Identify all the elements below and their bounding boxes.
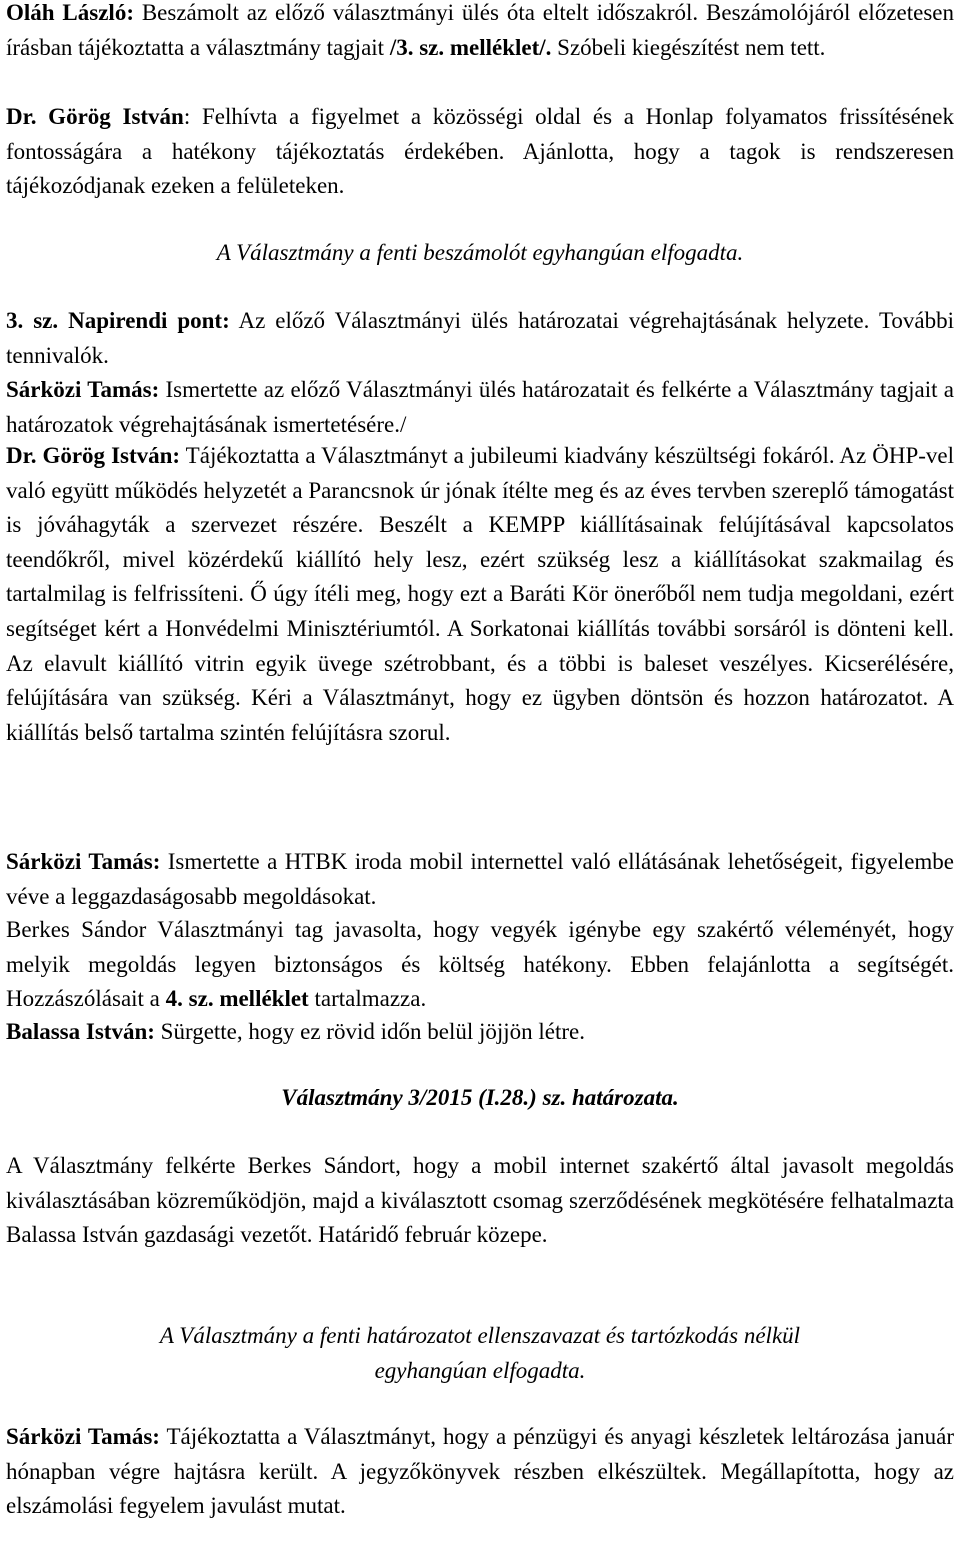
paragraph-sarkozi-resolutions (6, 373, 954, 442)
resolution-title: Választmány 3/2015 (I.28.) sz. határozata. (281, 1085, 679, 1110)
speaker-name: Balassa István: (6, 1019, 155, 1044)
vote-note-line: A Választmány a fenti határozatot ellenszavazat és tartózkodás nélkül (159, 1323, 801, 1348)
paragraph-text: Tájékoztatta a Választmányt, hogy a pénzügyi és anyagi készletek leltározása január hónapban végre hajtásra került. A jegyzőkönyvek részben elkészültek. Megállapította, hogy az elszámolási fegyelem javulást mutat. (6, 1424, 954, 1519)
paragraph-text: Sürgette, hogy ez rövid időn belül jöjjön létre. (154, 1019, 586, 1044)
paragraph-text: Ismertette a HTBK iroda mobil internettel való ellátásának lehetőségeit, figyelembe véve a leggazdaságosabb megoldásokat. (6, 849, 955, 909)
speaker-name: Dr. Görög István (6, 104, 184, 129)
paragraph-text: Az előző Választmányi ülés határozatai végrehajtásának helyzete. További tennivalók. (6, 308, 954, 368)
agenda-heading: 3. sz. Napirendi pont: (6, 308, 230, 333)
paragraph-balassa (6, 1015, 954, 1050)
agenda-item-3 (6, 304, 954, 373)
speaker-name: Sárközi Tamás: (6, 1424, 160, 1449)
attachment-reference: /3. sz. melléklet/. (389, 34, 552, 60)
resolution-body: A Választmány felkérte Berkes Sándort, hogy a mobil internet szakértő által javasolt megoldás kiválasztásában közreműködjön, majd a kiválasztott csomag szerződésének megkötésére felhatalmazta Balassa István gazdasági vezetőt. Határidő február közepe. (6, 1153, 954, 1248)
speaker-name: Dr. Görög István: (6, 443, 181, 468)
paragraph-gorog-website (6, 100, 954, 204)
paragraph-text: Tájékoztatta a Választmányt a jubileumi kiadvány készültségi fokáról. Az ÖHP-vel való együtt működés helyzetét a Parancsnok úr jónak ítélte meg és az éves tervben szereplő támogatást is jóváhagyták a szervezet részére. Beszélt a KEMPP kiállításainak felújításával kapcsolatos teendőkről, mivel közérdekű kiállító hely lesz, ezért szükség lesz a kiállításokat szakmailag és tartalmilag is felfrissíteni. Ő úgy ítéli meg, hogy ezt a Baráti Kör önerőből nem tudja megoldani, ezért segítséget kért a Honvédelmi Minisztériumtól. A Sorkatonai kiállítás további sorsáról is dönteni kell. Az elavult kiállító vitrin egyik üvege szétrobbant, és a többi is baleset veszélyes. Kicserélésére, felújítására van szükség. Kéri a Választmányt, hogy ez ügyben döntsön és hozzon határozatot. A kiállítás belső tartalma szintén felújításra szorul. (6, 443, 955, 745)
paragraph-text: Szóbeli kiegészítést nem tett. (551, 34, 826, 60)
vote-note-line: egyhangúan elfogadta. (374, 1357, 586, 1383)
speaker-name: Sárközi Tamás: (6, 377, 160, 402)
paragraph-text: : Felhívta a figyelmet a közösségi oldal és a Honlap folyamatos frissítésének fontosságára a hatékony tájékoztatás érdekében. Ajánlotta, hogy a tagok is rendszeresen tájékozódjanak ezeken a felületeken. (6, 104, 954, 199)
paragraph-sarkozi-internet (6, 845, 954, 914)
speaker-name: Oláh László: (6, 0, 134, 25)
paragraph-sarkozi-inventory (6, 1420, 954, 1524)
paragraph-gorog-publication (6, 439, 954, 750)
paragraph-text: Berkes Sándor Választmányi tag javasolta, hogy vegyék igénybe egy szakértő véleményét, hogy melyik megoldás legyen biztonságos és költség hatékony. Ebben felajánlotta a segítségét. Hozzászólásait a (6, 917, 954, 1012)
paragraph-olah-report (6, 0, 954, 65)
attachment-reference: 4. sz. melléklet (165, 986, 309, 1012)
paragraph-berkes-expert (6, 913, 954, 1017)
resolution-vote-note (6, 1319, 954, 1388)
speaker-name: Sárközi Tamás: (6, 849, 161, 874)
paragraph-text: Beszámolt az előző választmányi ülés óta eltelt időszakról. Beszámolójáról előzetesen írásban tájékoztatta a választmány tagjait (6, 0, 954, 60)
paragraph-text: Ismertette az előző Választmányi ülés határozatait és felkérte a Választmány tagjait a határozatok végrehajtásának ismertetésére./ (6, 377, 954, 437)
paragraph-text: tartalmazza. (308, 986, 427, 1012)
resolution-accepted-note: A Választmány a fenti beszámolót egyhangúan elfogadta. (216, 240, 744, 265)
